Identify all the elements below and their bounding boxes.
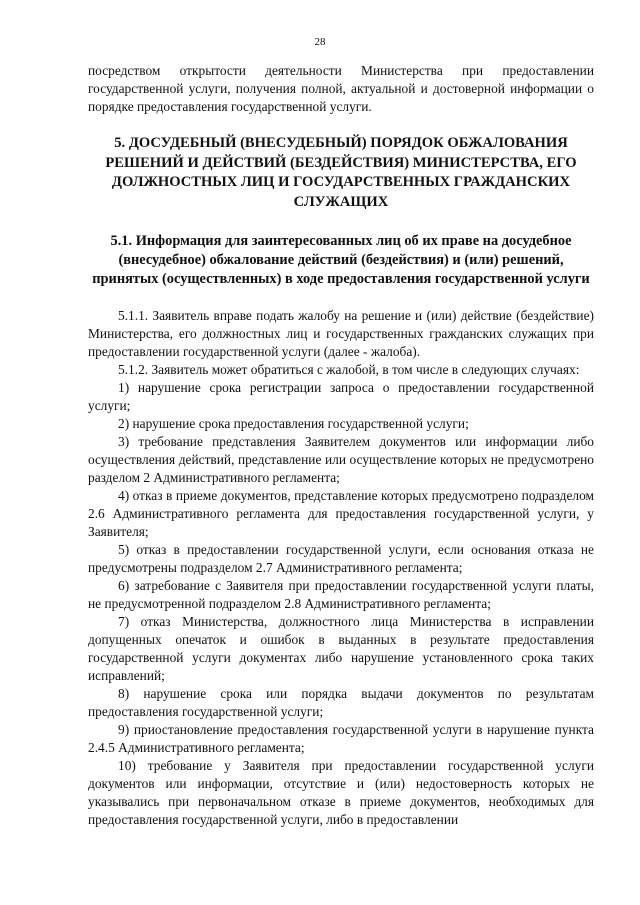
page-content (88, 62, 594, 829)
list-item-1: 1) нарушение срока регистрации запроса о предоставлении государственной услуги; (88, 380, 594, 413)
paragraph-5-1-2: 5.1.2. Заявитель может обратиться с жалобой, в том числе в следующих случаях: (118, 362, 580, 377)
list-item-7: 7) отказ Министерства, должностного лица Министерства в исправлении допущенных опечаток и ошибок в выданных в результате предоставления государственной услуги документах либо нарушение установленного срока таких исправлений; (88, 614, 594, 683)
page-number: 28 (314, 36, 326, 48)
list-item-9: 9) приостановление предоставления государственной услуги в нарушение пункта 2.4.5 Административного регламента; (88, 722, 594, 755)
list-item-8: 8) нарушение срока или порядка выдачи документов по результатам предоставления государственной услуги; (88, 686, 594, 719)
spacer (88, 289, 594, 307)
subsection-heading: 5.1. Информация для заинтересованных лиц об их праве на досудебное (внесудебное) обжалование действий (бездействия) и (или) решений, принятых (осуществленных) в ходе предоставления государственной услуги (92, 233, 590, 287)
list-item-5: 5) отказ в предоставлении государственной услуги, если основания отказа не предусмотрены подразделом 2.7 Административного регламента; (88, 542, 594, 575)
list-item-10: 10) требование у Заявителя при предоставлении государственной услуги документов или информации, отсутствие и (или) недостоверность которых не указывались при первоначальном отказе в приеме документов, необходимых для предоставления государственной услуги, либо в предоставлении (88, 758, 594, 827)
paragraph-5-1-1: 5.1.1. Заявитель вправе подать жалобу на решение и (или) действие (бездействие) Министерства, его должностных лиц и государственных гражданских служащих при предоставлении государственной услуги (далее - жалоба). (88, 308, 594, 359)
list-item-4: 4) отказ в приеме документов, представление которых предусмотрено подразделом 2.6 Административного регламента для предоставления государственной услуги, у Заявителя; (88, 488, 594, 539)
list-item-3: 3) требование представления Заявителем документов или информации либо осуществления действий, представление или осуществление которых не предусмотрено разделом 2 Административного регламента; (88, 434, 594, 485)
list-item-2: 2) нарушение срока предоставления государственной услуги; (118, 416, 469, 431)
intro-paragraph: посредством открытости деятельности Министерства при предоставлении государственной услуги, получения полной, актуальной и достоверной информации о порядке предоставления государственной услуги. (88, 63, 594, 114)
section-heading: 5. ДОСУДЕБНЫЙ (ВНЕСУДЕБНЫЙ) ПОРЯДОК ОБЖАЛОВАНИЯ РЕШЕНИЙ И ДЕЙСТВИЙ (БЕЗДЕЙСТВИЯ) МИНИСТЕРСТВА, ЕГО ДОЛЖНОСТНЫХ ЛИЦ И ГОСУДАРСТВЕННЫХ ГРАЖДАНСКИХ СЛУЖАЩИХ (105, 135, 577, 210)
list-item-6: 6) затребование с Заявителя при предоставлении государственной услуги платы, не предусмотренной подразделом 2.8 Административного регламента; (88, 578, 594, 611)
